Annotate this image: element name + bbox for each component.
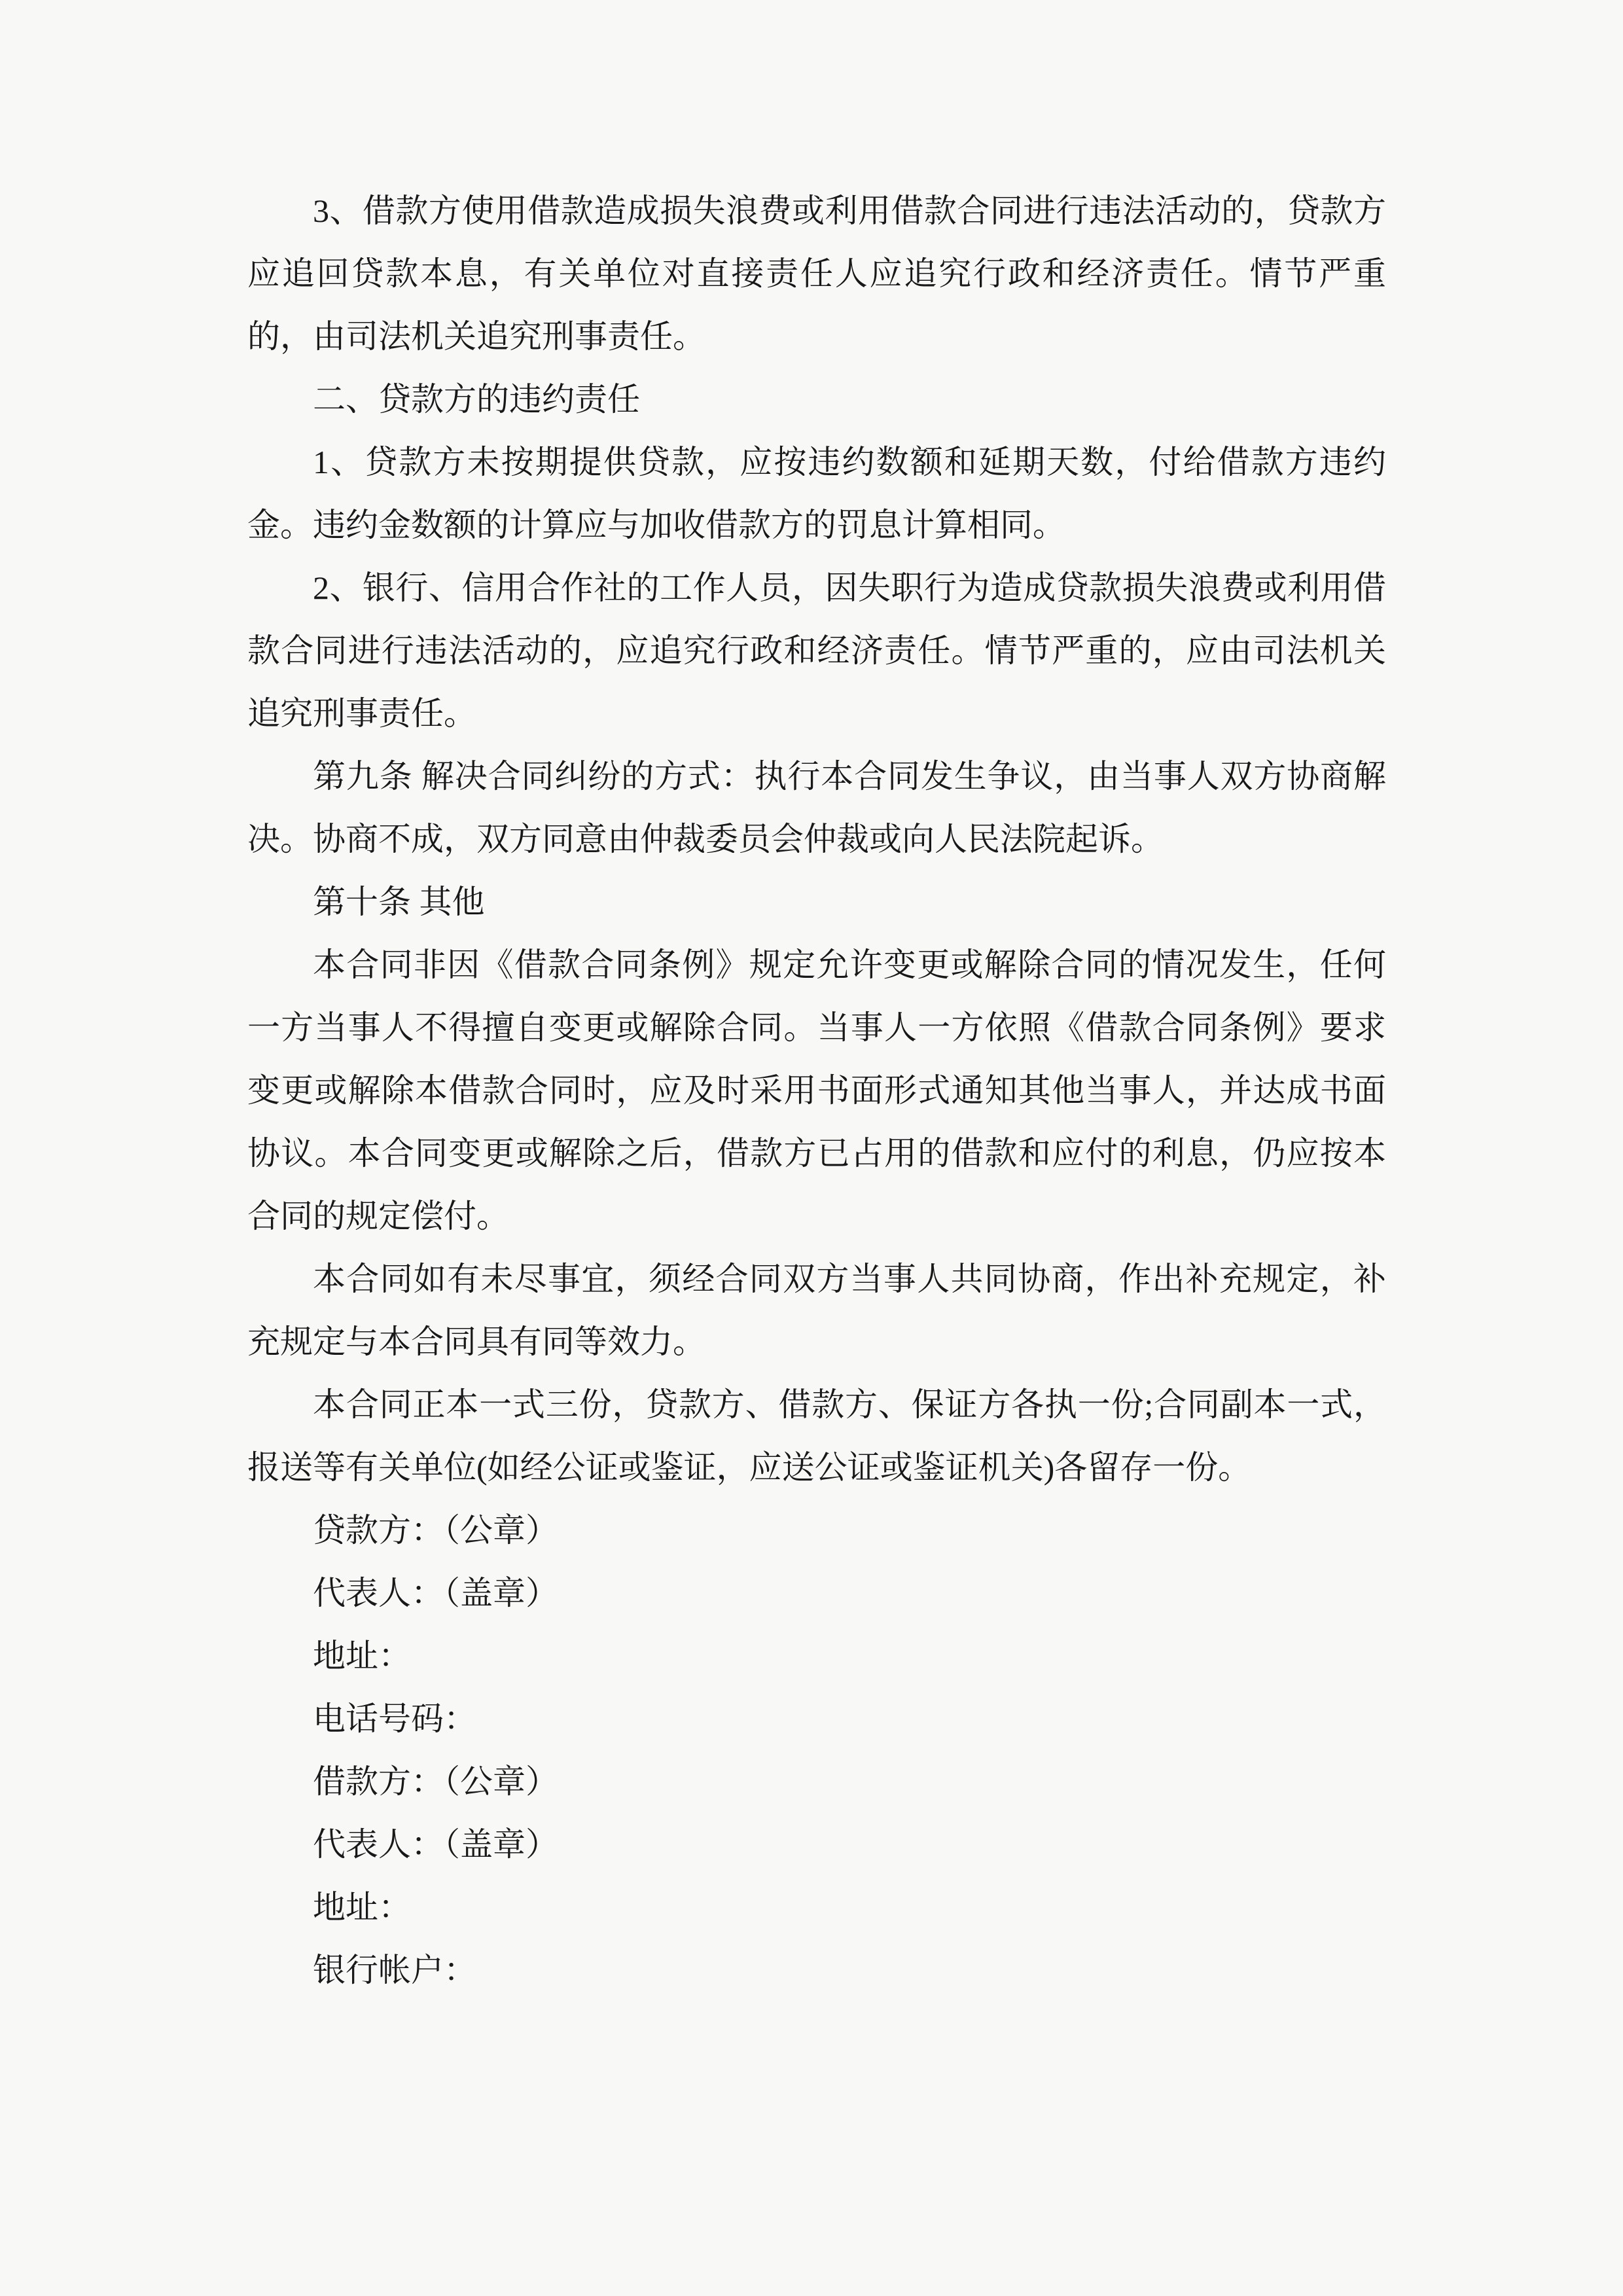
heading-lender-breach-liability: 二、贷款方的违约责任 <box>313 381 640 418</box>
signature-borrower-label: 借款方：（公章） <box>313 1763 558 1800</box>
paragraph-lender-breach-item-1: 1、贷款方未按期提供贷款，应按违约数额和延期天数，付给借款方违约金。违约金数额的计算应与加收借款方的罚息计算相同。 <box>247 444 1386 543</box>
heading-article-10-other: 第十条 其他 <box>313 884 485 920</box>
paragraph-article-9-dispute-resolution: 第九条 解决合同纠纷的方式：执行本合同发生争议，由当事人双方协商解决。协商不成，双方同意由仲裁委员会仲裁或向人民法院起诉。 <box>247 758 1386 857</box>
paragraph-borrower-breach-item-3: 3、借款方使用借款造成损失浪费或利用借款合同进行违法活动的，贷款方应追回贷款本息，有关单位对直接责任人应追究行政和经济责任。情节严重的，由司法机关追究刑事责任。 <box>247 192 1386 355</box>
signature-lender-representative: 代表人：（盖章） <box>313 1575 558 1611</box>
contract-body <box>247 179 1386 2001</box>
signature-lender-address: 地址： <box>313 1638 411 1674</box>
paragraph-contract-copies: 本合同正本一式三份，贷款方、借款方、保证方各执一份;合同副本一式，报送等有关单位(如经公证或鉴证，应送公证或鉴证机关)各留存一份。 <box>247 1386 1386 1486</box>
signature-borrower-representative: 代表人：（盖章） <box>313 1826 558 1863</box>
paragraph-contract-modification: 本合同非因《借款合同条例》规定允许变更或解除合同的情况发生，任何一方当事人不得擅自变更或解除合同。当事人一方依照《借款合同条例》要求变更或解除本借款合同时，应及时采用书面形式通知其他当事人，并达成书面协议。本合同变更或解除之后，借款方已占用的借款和应付的利息，仍应按本合同的规定偿付。 <box>247 946 1386 1234</box>
signature-lender-phone: 电话号码： <box>313 1700 476 1737</box>
signature-borrower-bank-account: 银行帐户： <box>313 1952 476 1988</box>
signature-lender-label: 贷款方：（公章） <box>313 1512 558 1549</box>
paragraph-lender-breach-item-2: 2、银行、信用合作社的工作人员，因失职行为造成贷款损失浪费或利用借款合同进行违法活动的，应追究行政和经济责任。情节严重的，应由司法机关追究刑事责任。 <box>247 569 1386 732</box>
signature-borrower-address: 地址： <box>313 1889 411 1926</box>
paragraph-supplementary-provisions: 本合同如有未尽事宜，须经合同双方当事人共同协商，作出补充规定，补充规定与本合同具有同等效力。 <box>247 1261 1386 1360</box>
